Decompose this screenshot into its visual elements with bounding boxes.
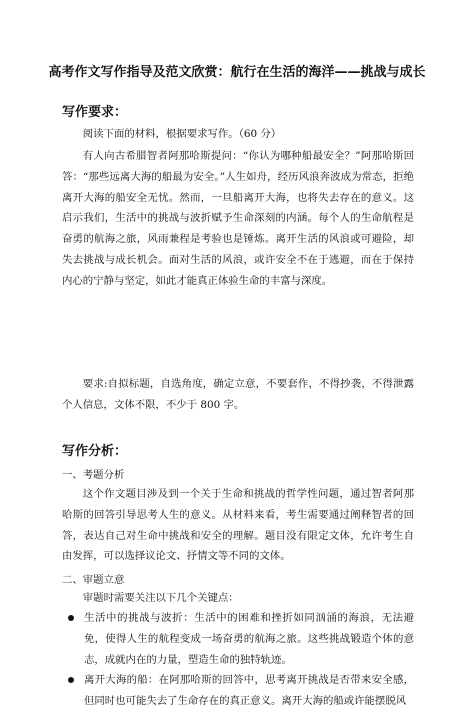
paragraph-requirements: 要求:自拟标题，自选角度，确定立意，不要套作，不得抄袭，不得泄露个人信息，文体不限，不少于 800 字。 — [62, 378, 414, 411]
key-points-list — [62, 608, 414, 712]
bullet-icon — [68, 615, 74, 621]
subheading-question-analysis: 一、考题分析 — [62, 469, 125, 481]
paragraph-review-intro: 审题时需要关注以下几个关键点： — [82, 592, 239, 604]
section-heading-analysis: 写作分析： — [62, 444, 128, 459]
subheading-topic-review: 二、审题立意 — [62, 574, 125, 586]
list-item — [62, 670, 414, 712]
list-item — [62, 608, 414, 670]
paragraph-question-analysis: 这个作文题目涉及到一个关于生命和挑战的哲学性问题，通过智者阿那哈斯的回答引导思考人生的意义。从材料来看，考生需要通过阐释智者的回答，表达自己对生命中挑战和安全的理解。题目没有限定文体，允许考生自由发挥，可以选择议论文、抒情文等不同的文体。 — [62, 488, 414, 563]
paragraph-instruction: 阅读下面的材料，根据要求写作。（60 分） — [82, 128, 282, 140]
list-item-text: 离开大海的船：在阿那哈斯的回答中，思考离开挑战是否带来安全感，但同时也可能失去了生命存在的真正意义。离开大海的船或许能摆脱风 — [84, 674, 414, 708]
list-item-text: 生活中的挑战与波折：生活中的困难和挫折如同汹涌的海浪，无法避免，使得人生的航程变成一场奋勇的航海之旅。这些挑战锻造个体的意志，成就内在的力量，塑造生命的独特轨迹。 — [84, 612, 414, 666]
document-title: 高考作文写作指导及范文欣赏：航行在生活的海洋——挑战与成长 — [48, 65, 426, 80]
paragraph-material: 有人向古希腊智者阿那哈斯提问：“你认为哪种船最安全？”阿那哈斯回答：“那些远离大海的船最为安全。”人生如舟，经历风浪奔波成为常态，拒绝离开大海的船安全无忧。然而，一旦船离开大海，也将失去存在的意义。这启示我们，生活中的挑战与波折赋予生命深刻的内涵。每个人的生命航程是奋勇的航海之旅，风雨兼程是考验也是锤炼。离开生活的风浪或可避险，却失去挑战与成长机会。面对生活的风浪，或许安全不在于逃避，而在于保持内心的宁静与坚定，如此才能真正体验生命的丰富与深度。 — [62, 150, 414, 287]
section-heading-requirements: 写作要求： — [62, 105, 128, 120]
bullet-icon — [68, 677, 74, 683]
